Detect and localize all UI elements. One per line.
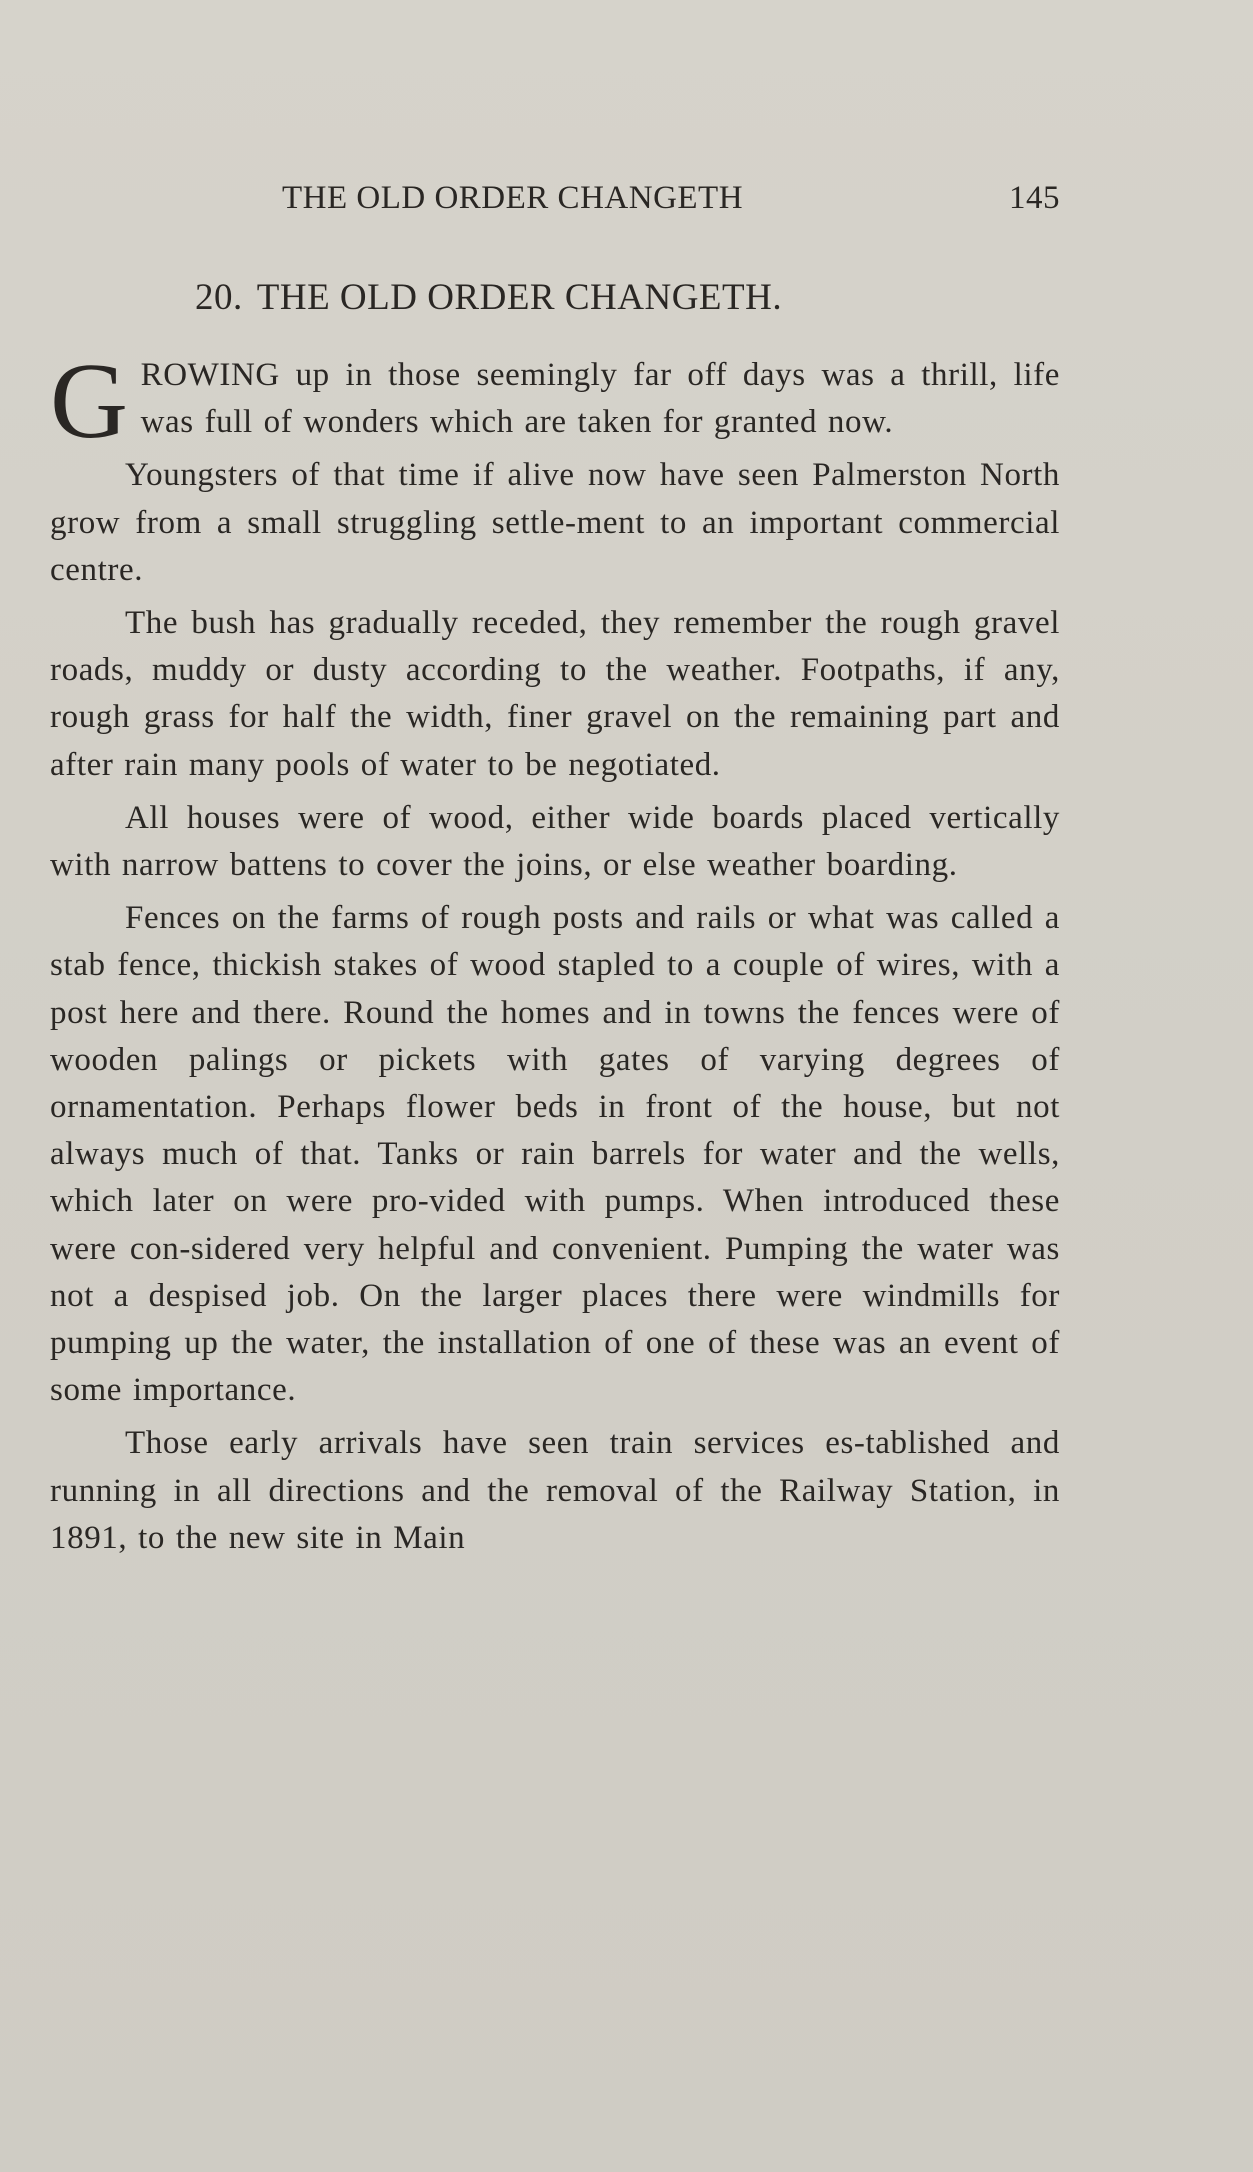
paragraph-3: The bush has gradually receded, they remember the rough gravel roads, muddy or dusty according to the weather. Footpaths, if any, rough grass for half the width, finer gravel on the remaining part and after rain many pools of water to be negotiated. <box>50 605 1060 783</box>
page-number: 145 <box>1009 180 1060 216</box>
paragraph-5: Fences on the farms of rough posts and rails or what was called a stab fence, thickish stakes of wood stapled to a couple of wires, with a post here and there. Round the homes and in towns the fences were of wooden palings or pickets with gates of varying degrees of ornamentation. Perhaps flower beds in front of the house, but not always much of that. Tanks or rain barrels for water and the wells, which later on were pro-vided with pumps. When introduced these were con-sidered very helpful and convenient. Pumping the water was not a despised job. On the larger places there were windmills for pumping up the water, the installation of one of these was an event of some importance. <box>50 900 1060 1409</box>
drop-cap: G <box>50 342 129 461</box>
chapter-heading <box>195 276 995 319</box>
paragraph-4: All houses were of wood, either wide boards placed vertically with narrow battens to cover the joins, or else weather boarding. <box>50 799 1060 884</box>
paragraph-2: Youngsters of that time if alive now have seen Palmerston North grow from a small struggling settle-ment to an important commercial centre. <box>50 457 1060 588</box>
paragraph-1-text: ROWING up in those seemingly far off days was a thrill, life was full of wonders which are taken for granted now. <box>140 357 1060 441</box>
chapter-number: 20. <box>195 277 243 318</box>
paragraph-1 <box>50 342 1060 461</box>
paragraph-6: Those early arrivals have seen train services es-tablished and running in all directions and the removal of the Railway Station, in 1891, to the new site in Main <box>50 1425 1060 1556</box>
running-head <box>280 180 1060 224</box>
chapter-title: THE OLD ORDER CHANGETH. <box>256 277 783 318</box>
body-text <box>50 342 1060 1568</box>
running-head-title: THE OLD ORDER CHANGETH <box>282 180 744 216</box>
